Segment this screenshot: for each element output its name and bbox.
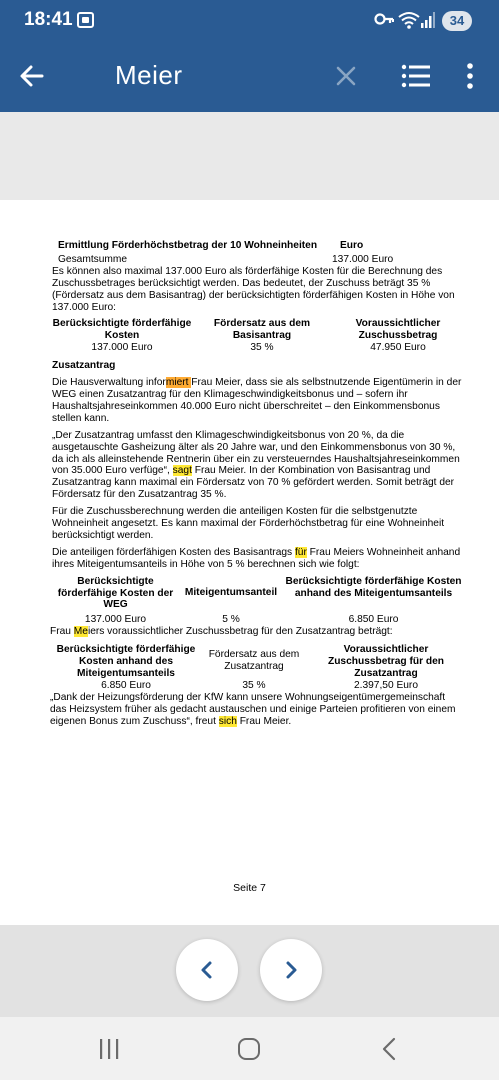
section-title: Zusatzantrag <box>52 360 116 372</box>
total-row <box>52 254 464 266</box>
table3-header-1: Berücksichtigte förderfähige Kosten anhand des Miteigentumsanteils <box>56 644 196 679</box>
status-bar <box>0 0 499 40</box>
para7-text-a: „Dank der Heizungsförderung der KfW kann unsere Wohnungseigentümergemeinschaft das Heizsystem früher als gedacht austauschen und einige Parteien profitieren von einem eigenen Bonus zum Zuschuss“, freut <box>50 691 456 727</box>
table3-header-3: Voraussichtlicher Zuschussbetrag für den Zusatzantrag <box>327 644 445 679</box>
highlight-yellow[interactable]: für <box>294 546 307 558</box>
para2-text-a: Die Hausverwaltung infor <box>52 377 166 389</box>
paragraph-2 <box>52 377 464 425</box>
app-bar <box>0 40 499 112</box>
previous-page-button[interactable] <box>176 939 238 1001</box>
arrow-left-icon[interactable] <box>14 58 50 94</box>
table2-header-3: Berücksichtigte förderfähige Kosten anhand des Miteigentumsanteils <box>285 575 462 599</box>
highlight-yellow[interactable]: sich <box>218 715 237 727</box>
paragraph-6 <box>50 626 464 638</box>
screenshot-icon <box>77 12 94 28</box>
system-navigation-bar <box>0 1017 499 1080</box>
recents-icon[interactable] <box>97 1039 121 1059</box>
highlight-orange[interactable]: miert <box>165 377 192 389</box>
table3-value-2: 35 % <box>242 679 266 691</box>
highlight-yellow[interactable]: Me <box>73 626 88 638</box>
table1-header-1: Berücksichtigte förderfähige Kosten <box>52 318 192 342</box>
table2-header-1: Berücksichtigte förderfähige Kosten der WEG <box>57 575 174 611</box>
para2-text-b: Frau Meier, dass sie als selbstnutzende Eigentümerin in der WEG einen Zusatzantrag für den Klimageschwindigkeitsbonus und – sofern ihr Haushaltsjahreseinkommen 40.000 Euro nicht überschreitet – den Einkommensbonus stellen kann. <box>52 377 462 424</box>
app-title: Meier <box>115 60 183 90</box>
next-page-button[interactable] <box>260 939 322 1001</box>
table2-value-3: 6.850 Euro <box>348 614 399 626</box>
para3-text-b: Frau Meier. In der Kombination von Basisantrag und Zusatzantrag kann maximal ein Fördersatz von 70 % gefördert werden. Somit beträgt der Fördersatz für den Zusatzantrag 35 %. <box>52 465 455 501</box>
wifi-icon <box>398 10 420 30</box>
home-icon[interactable] <box>238 1038 260 1060</box>
para5-text-a: Die anteiligen förderfähigen Kosten des Basisantrags <box>52 546 295 558</box>
chevron-right-icon <box>281 960 301 980</box>
paragraph-1: Es können also maximal 137.000 Euro als förderfähige Kosten für die Berechnung des Zuschussbetrages berücksichtigt werden. Das bedeutet, der Zuschuss beträgt 35 % (Fördersatz aus dem Basisantrag) der berücksichtigten förderfähigen Kosten in Höhe von 137.000 Euro: <box>52 265 455 313</box>
paragraph-4: Für die Zuschussberechnung werden die anteiligen Kosten für die selbstgenutzte Wohneinheit angesetzt. Es kann maximal der Förderhöchstbetrag für eine Wohneinheit berücksichtigt werden. <box>52 506 445 541</box>
total-label: Gesamtsumme <box>58 253 128 265</box>
document-text <box>52 240 464 728</box>
document-viewer[interactable] <box>0 112 499 925</box>
table3-value-1: 6.850 Euro <box>101 679 151 691</box>
heading-right: Euro <box>340 240 364 251</box>
table1-value-3: 47.950 Euro <box>370 342 426 354</box>
page-number: Seite 7 <box>233 882 266 894</box>
key-icon <box>374 11 394 27</box>
document-page <box>0 200 499 925</box>
highlight-yellow[interactable]: sagt <box>172 465 192 477</box>
para7-text-b: Frau Meier. <box>236 715 292 727</box>
battery-icon: 34 <box>442 11 472 31</box>
table2-header <box>52 576 464 612</box>
para6-text-b: iers voraussichtlicher Zuschussbetrag für den Zusatzantrag beträgt: <box>87 626 393 638</box>
paragraph-7 <box>50 692 464 728</box>
para3-text-a: „Der Zusatzantrag umfasst den Klimageschwindigkeitsbonus von 20 %, da die ausgetauschte Gasheizung älter als 20 Jahre war, und den Einkommensbonus von 30 %, da ich als alleinstehende Rentnerin über ein zu versteuerndes Haushaltsjahreseinkommen von 35.000 Euro verfüge“, <box>52 429 460 477</box>
table1-header-2: Fördersatz aus dem Basisantrag <box>213 318 311 342</box>
para6-text-a: Frau <box>50 626 74 638</box>
para5-text-b: Frau Meiers Wohneinheit anhand ihres Miteigentumsanteils in Höhe von 5 % berechnen sich wie folgt: <box>52 546 461 570</box>
table3-header-2: Fördersatz aus dem Zusatzantrag <box>208 649 300 673</box>
close-icon[interactable] <box>332 62 360 90</box>
table2-header-2: Miteigentumsanteil <box>184 586 278 598</box>
more-vertical-icon[interactable] <box>460 60 480 92</box>
table3-header <box>52 644 464 680</box>
table2-value-1: 137.000 Euro <box>84 614 147 626</box>
table1-value-2: 35 % <box>250 342 274 354</box>
status-time: 18:41 <box>24 9 73 30</box>
total-value: 137.000 Euro <box>332 253 394 265</box>
table1-header-3: Voraussichtlicher Zuschussbetrag <box>355 318 441 342</box>
table2-value-2: 5 % <box>222 614 240 626</box>
paragraph-3 <box>52 430 464 501</box>
table1-value-1: 137.000 Euro <box>91 342 153 354</box>
page-navigation <box>0 925 499 1017</box>
table3-value-3: 2.397,50 Euro <box>353 679 418 691</box>
table1-header <box>52 318 464 342</box>
heading-left: Ermittlung Förderhöchstbetrag der 10 Wohneinheiten <box>58 240 318 251</box>
chevron-left-icon <box>197 960 217 980</box>
list-icon[interactable] <box>400 60 432 92</box>
table3-row <box>52 680 464 692</box>
table1-row <box>52 342 464 354</box>
section-heading <box>52 240 464 252</box>
back-icon[interactable] <box>380 1037 398 1061</box>
table2-row <box>52 614 464 626</box>
paragraph-5 <box>52 547 464 571</box>
signal-icon <box>421 12 435 28</box>
